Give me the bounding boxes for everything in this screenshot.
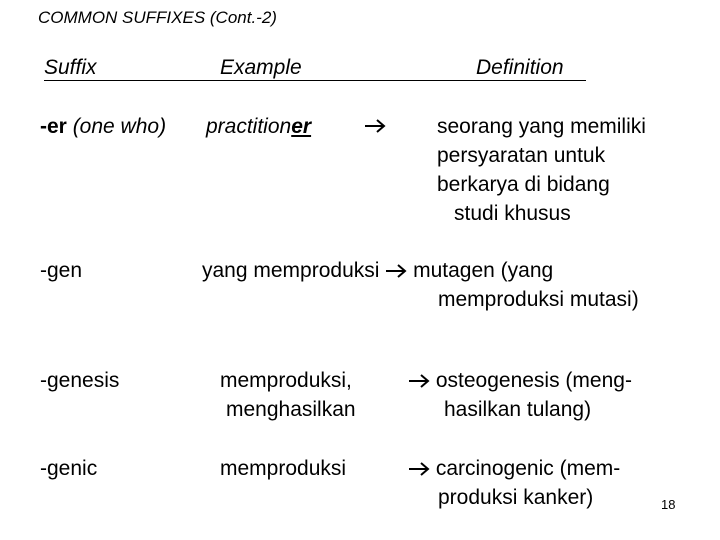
row-genesis-suffix: -genesis: [40, 369, 120, 392]
definition-line: berkarya di bidang: [437, 173, 610, 196]
example-stem: practition: [206, 115, 292, 138]
header-definition: Definition: [476, 56, 564, 79]
slide-title: COMMON SUFFIXES (Cont.-2): [38, 8, 277, 27]
definition-line: seorang yang memiliki: [437, 115, 646, 138]
example-line: memproduksi,: [220, 369, 352, 392]
row-er-example: [206, 112, 311, 141]
gen-definition-start: mutagen (yang: [413, 259, 554, 282]
row-er-suffix: [40, 112, 166, 141]
row-genesis-def-line1: [408, 366, 632, 395]
row-genic-def-line1: [408, 454, 620, 483]
example-line: menghasilkan: [226, 398, 356, 421]
definition-line: studi khusus: [454, 202, 571, 225]
row-genesis-example: [220, 366, 356, 424]
example-suffix-highlight: er: [291, 115, 312, 138]
row-genesis-def-line2: hasilkan tulang): [444, 398, 592, 421]
arrow-right-icon: [385, 264, 407, 278]
row-genic-example: memproduksi: [220, 457, 347, 480]
row-gen-suffix: -gen: [40, 259, 83, 282]
row-genic-suffix: -genic: [40, 457, 98, 480]
row-gen-line2: memproduksi mutasi): [438, 288, 639, 311]
arrow-right-icon: [364, 119, 386, 133]
header-suffix: Suffix: [44, 56, 97, 79]
arrow-right-icon: [408, 374, 430, 388]
definition-line: persyaratan untuk: [437, 144, 606, 167]
header-example: Example: [220, 56, 302, 79]
genesis-definition-start: osteogenesis (meng-: [435, 369, 632, 392]
arrow-right-icon: [408, 462, 430, 476]
header-underline: [44, 80, 586, 81]
row-er-definition: [437, 112, 646, 228]
suffix-er-note: (one who): [66, 115, 167, 138]
row-genic-def-line2: produksi kanker): [438, 486, 594, 509]
page-number: 18: [661, 497, 676, 512]
row-gen-line1: [202, 256, 553, 285]
gen-example: yang memproduksi: [202, 259, 380, 282]
genic-definition-start: carcinogenic (mem-: [435, 457, 621, 480]
suffix-er: -er: [40, 115, 67, 138]
